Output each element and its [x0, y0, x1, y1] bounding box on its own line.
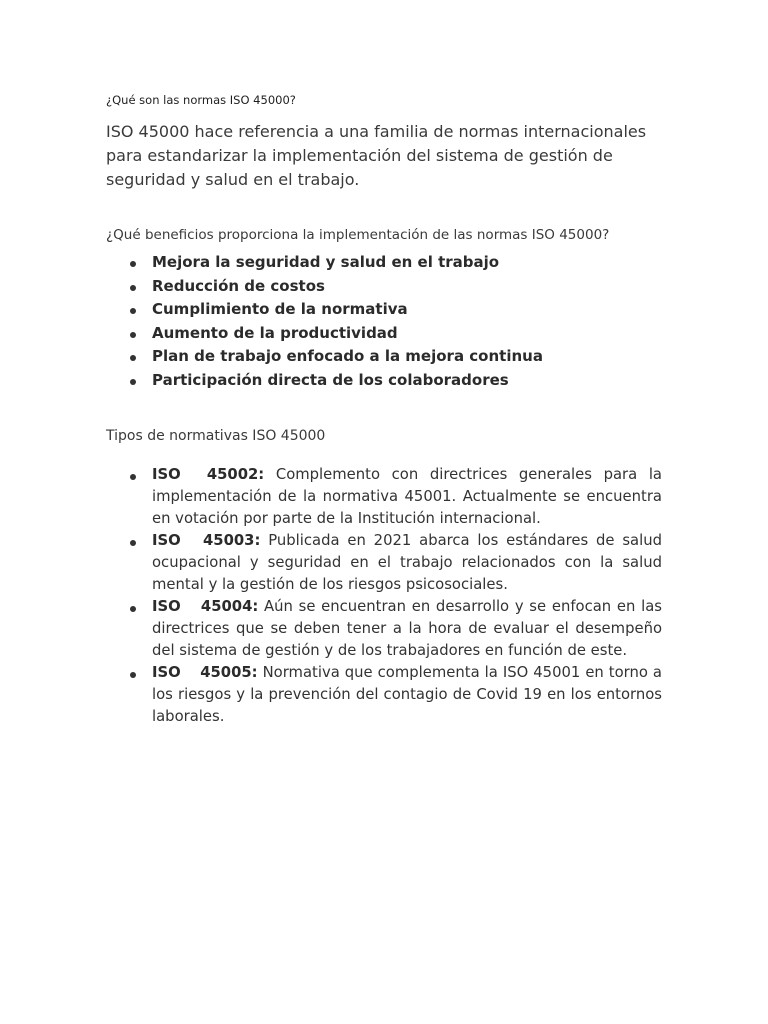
type-item — [106, 464, 662, 530]
bullet-icon — [130, 540, 136, 546]
benefit-label: Mejora la seguridad y salud en el trabajo — [152, 253, 500, 271]
type-term: ISO 45003: — [152, 532, 261, 549]
types-list — [106, 464, 662, 728]
type-description: Publicada en 2021 abarca los estándares de salud ocupacional y seguridad en el trabajo relacionados con la salud mental y la gestión de los riesgos psicosociales. — [152, 532, 662, 593]
bullet-icon — [130, 285, 136, 291]
type-item — [106, 530, 662, 596]
bullet-icon — [130, 379, 136, 385]
type-description: Aún se encuentran en desarrollo y se enfocan en las directrices que se deben tener a la hora de evaluar el desempeño del sistema de gestión y de los trabajadores en función de este. — [152, 598, 662, 659]
benefit-label: Aumento de la productividad — [152, 323, 398, 342]
benefit-label: Plan de trabajo enfocado a la mejora continua — [152, 347, 543, 365]
type-item — [106, 596, 662, 662]
benefit-label: Participación directa de los colaboradores — [152, 370, 509, 389]
type-item — [106, 662, 662, 728]
bullet-icon — [130, 355, 136, 361]
bullet-icon — [130, 308, 136, 314]
types-title: Tipos de normativas ISO 45000 — [106, 428, 326, 444]
benefit-item — [106, 322, 662, 346]
section-heading: ¿Qué son las normas ISO 45000? — [106, 93, 296, 107]
benefits-list — [106, 251, 662, 392]
type-term: ISO 45002: — [152, 466, 265, 483]
type-term: ISO 45004: — [152, 598, 259, 615]
intro-paragraph: ISO 45000 hace referencia a una familia de normas internacionales para estandarizar la implementación del sistema de gestión de seguridad y salud en el trabajo. — [106, 122, 647, 189]
benefit-label: Cumplimiento de la normativa — [152, 300, 408, 318]
type-description: Normativa que complementa la ISO 45001 en torno a los riesgos y la prevención del contagio de Covid 19 en los entornos laborales. — [152, 664, 662, 725]
document-page — [106, 92, 662, 728]
bullet-icon — [130, 606, 136, 612]
bullet-icon — [130, 261, 136, 267]
benefit-item — [106, 298, 662, 322]
benefit-item — [106, 345, 662, 369]
bullet-icon — [130, 332, 136, 338]
benefit-item — [106, 275, 662, 299]
type-term: ISO 45005: — [152, 664, 258, 681]
benefit-item — [106, 369, 662, 393]
benefit-item — [106, 251, 662, 275]
type-description: Complemento con directrices generales para la implementación de la normativa 45001. Actualmente se encuentra en votación por parte de la Institución internacional. — [152, 466, 662, 527]
bullet-icon — [130, 474, 136, 480]
benefit-label: Reducción de costos — [152, 276, 325, 295]
benefits-question: ¿Qué beneficios proporciona la implementación de las normas ISO 45000? — [106, 227, 610, 243]
bullet-icon — [130, 672, 136, 678]
